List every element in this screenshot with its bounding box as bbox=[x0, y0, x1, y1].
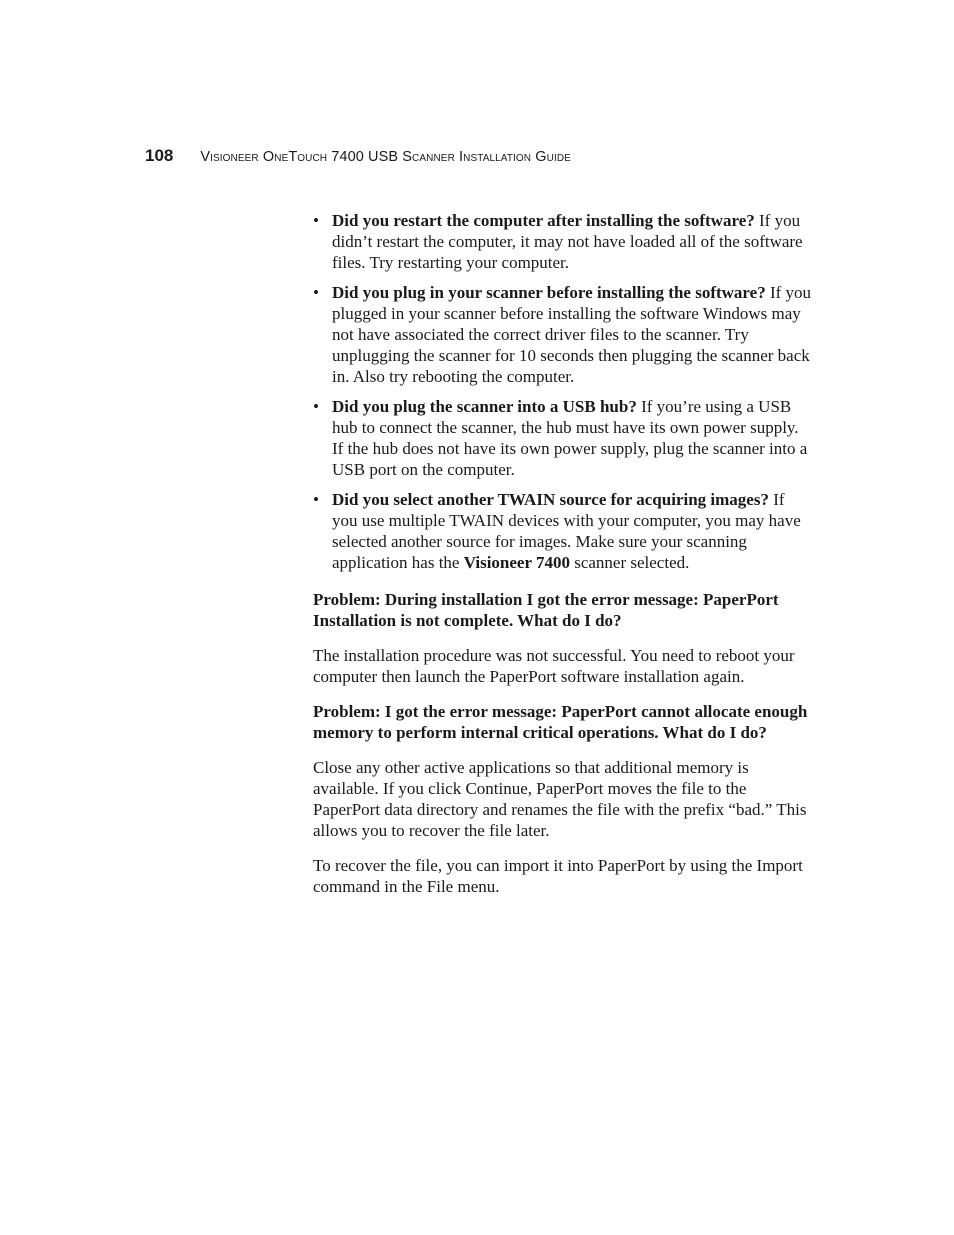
list-item bbox=[313, 489, 813, 573]
problem-heading-memory: Problem: I got the error message: PaperPort cannot allocate enough memory to perform internal critical operations. What do I do? bbox=[313, 702, 808, 742]
recover-file-instructions: To recover the file, you can import it into PaperPort by using the Import command in the File menu. bbox=[313, 856, 803, 896]
problem-answer-installation: The installation procedure was not successful. You need to reboot your computer then launch the PaperPort software installation again. bbox=[313, 646, 795, 686]
bullet-answer: If you’re using a USB hub to connect the scanner, the hub must have its own power supply. If the hub does not have its own power supply, plug the scanner into a USB port on the computer. bbox=[332, 397, 808, 479]
problem-answer-memory: Close any other active applications so that additional memory is available. If you click Continue, PaperPort moves the file to the PaperPort data directory and renames the file with the prefix “bad.” This allows you to recover the file later. bbox=[313, 758, 807, 840]
bullet-answer-end: scanner selected. bbox=[569, 553, 690, 572]
bullet-question: Did you restart the computer after installing the software? bbox=[332, 211, 755, 230]
bullet-question: Did you select another TWAIN source for acquiring images? bbox=[332, 490, 769, 509]
bullet-answer: If you didn’t restart the computer, it may not have loaded all of the software files. Try restarting your computer. bbox=[332, 211, 803, 272]
troubleshooting-checklist bbox=[313, 210, 813, 573]
bullet-answer: If you plugged in your scanner before installing the software Windows may not have associated the correct driver files to the scanner. Try unplugging the scanner for 10 seconds then plugging the scanner back in. Also try rebooting the computer. bbox=[332, 283, 812, 386]
bullet-icon: • bbox=[313, 397, 319, 416]
list-item bbox=[313, 396, 813, 480]
bullet-icon: • bbox=[313, 490, 319, 509]
bullet-icon: • bbox=[313, 283, 319, 302]
bullet-question: Did you plug the scanner into a USB hub? bbox=[332, 397, 637, 416]
main-content bbox=[313, 210, 813, 897]
bullet-question: Did you plug in your scanner before installing the software? bbox=[332, 283, 766, 302]
running-title: Visioneer OneTouch 7400 USB Scanner Installation Guide bbox=[200, 149, 571, 165]
list-item bbox=[313, 210, 813, 273]
page-number: 108 bbox=[145, 146, 174, 165]
running-header bbox=[145, 146, 571, 170]
bullet-icon: • bbox=[313, 211, 319, 230]
list-item bbox=[313, 282, 813, 387]
product-name: Visioneer 7400 bbox=[463, 553, 570, 572]
problem-heading-installation: Problem: During installation I got the error message: PaperPort Installation is not complete. What do I do? bbox=[313, 590, 779, 630]
bullet-answer: If you use multiple TWAIN devices with your computer, you may have selected another source for images. Make sure your scanning application has the bbox=[332, 490, 801, 572]
